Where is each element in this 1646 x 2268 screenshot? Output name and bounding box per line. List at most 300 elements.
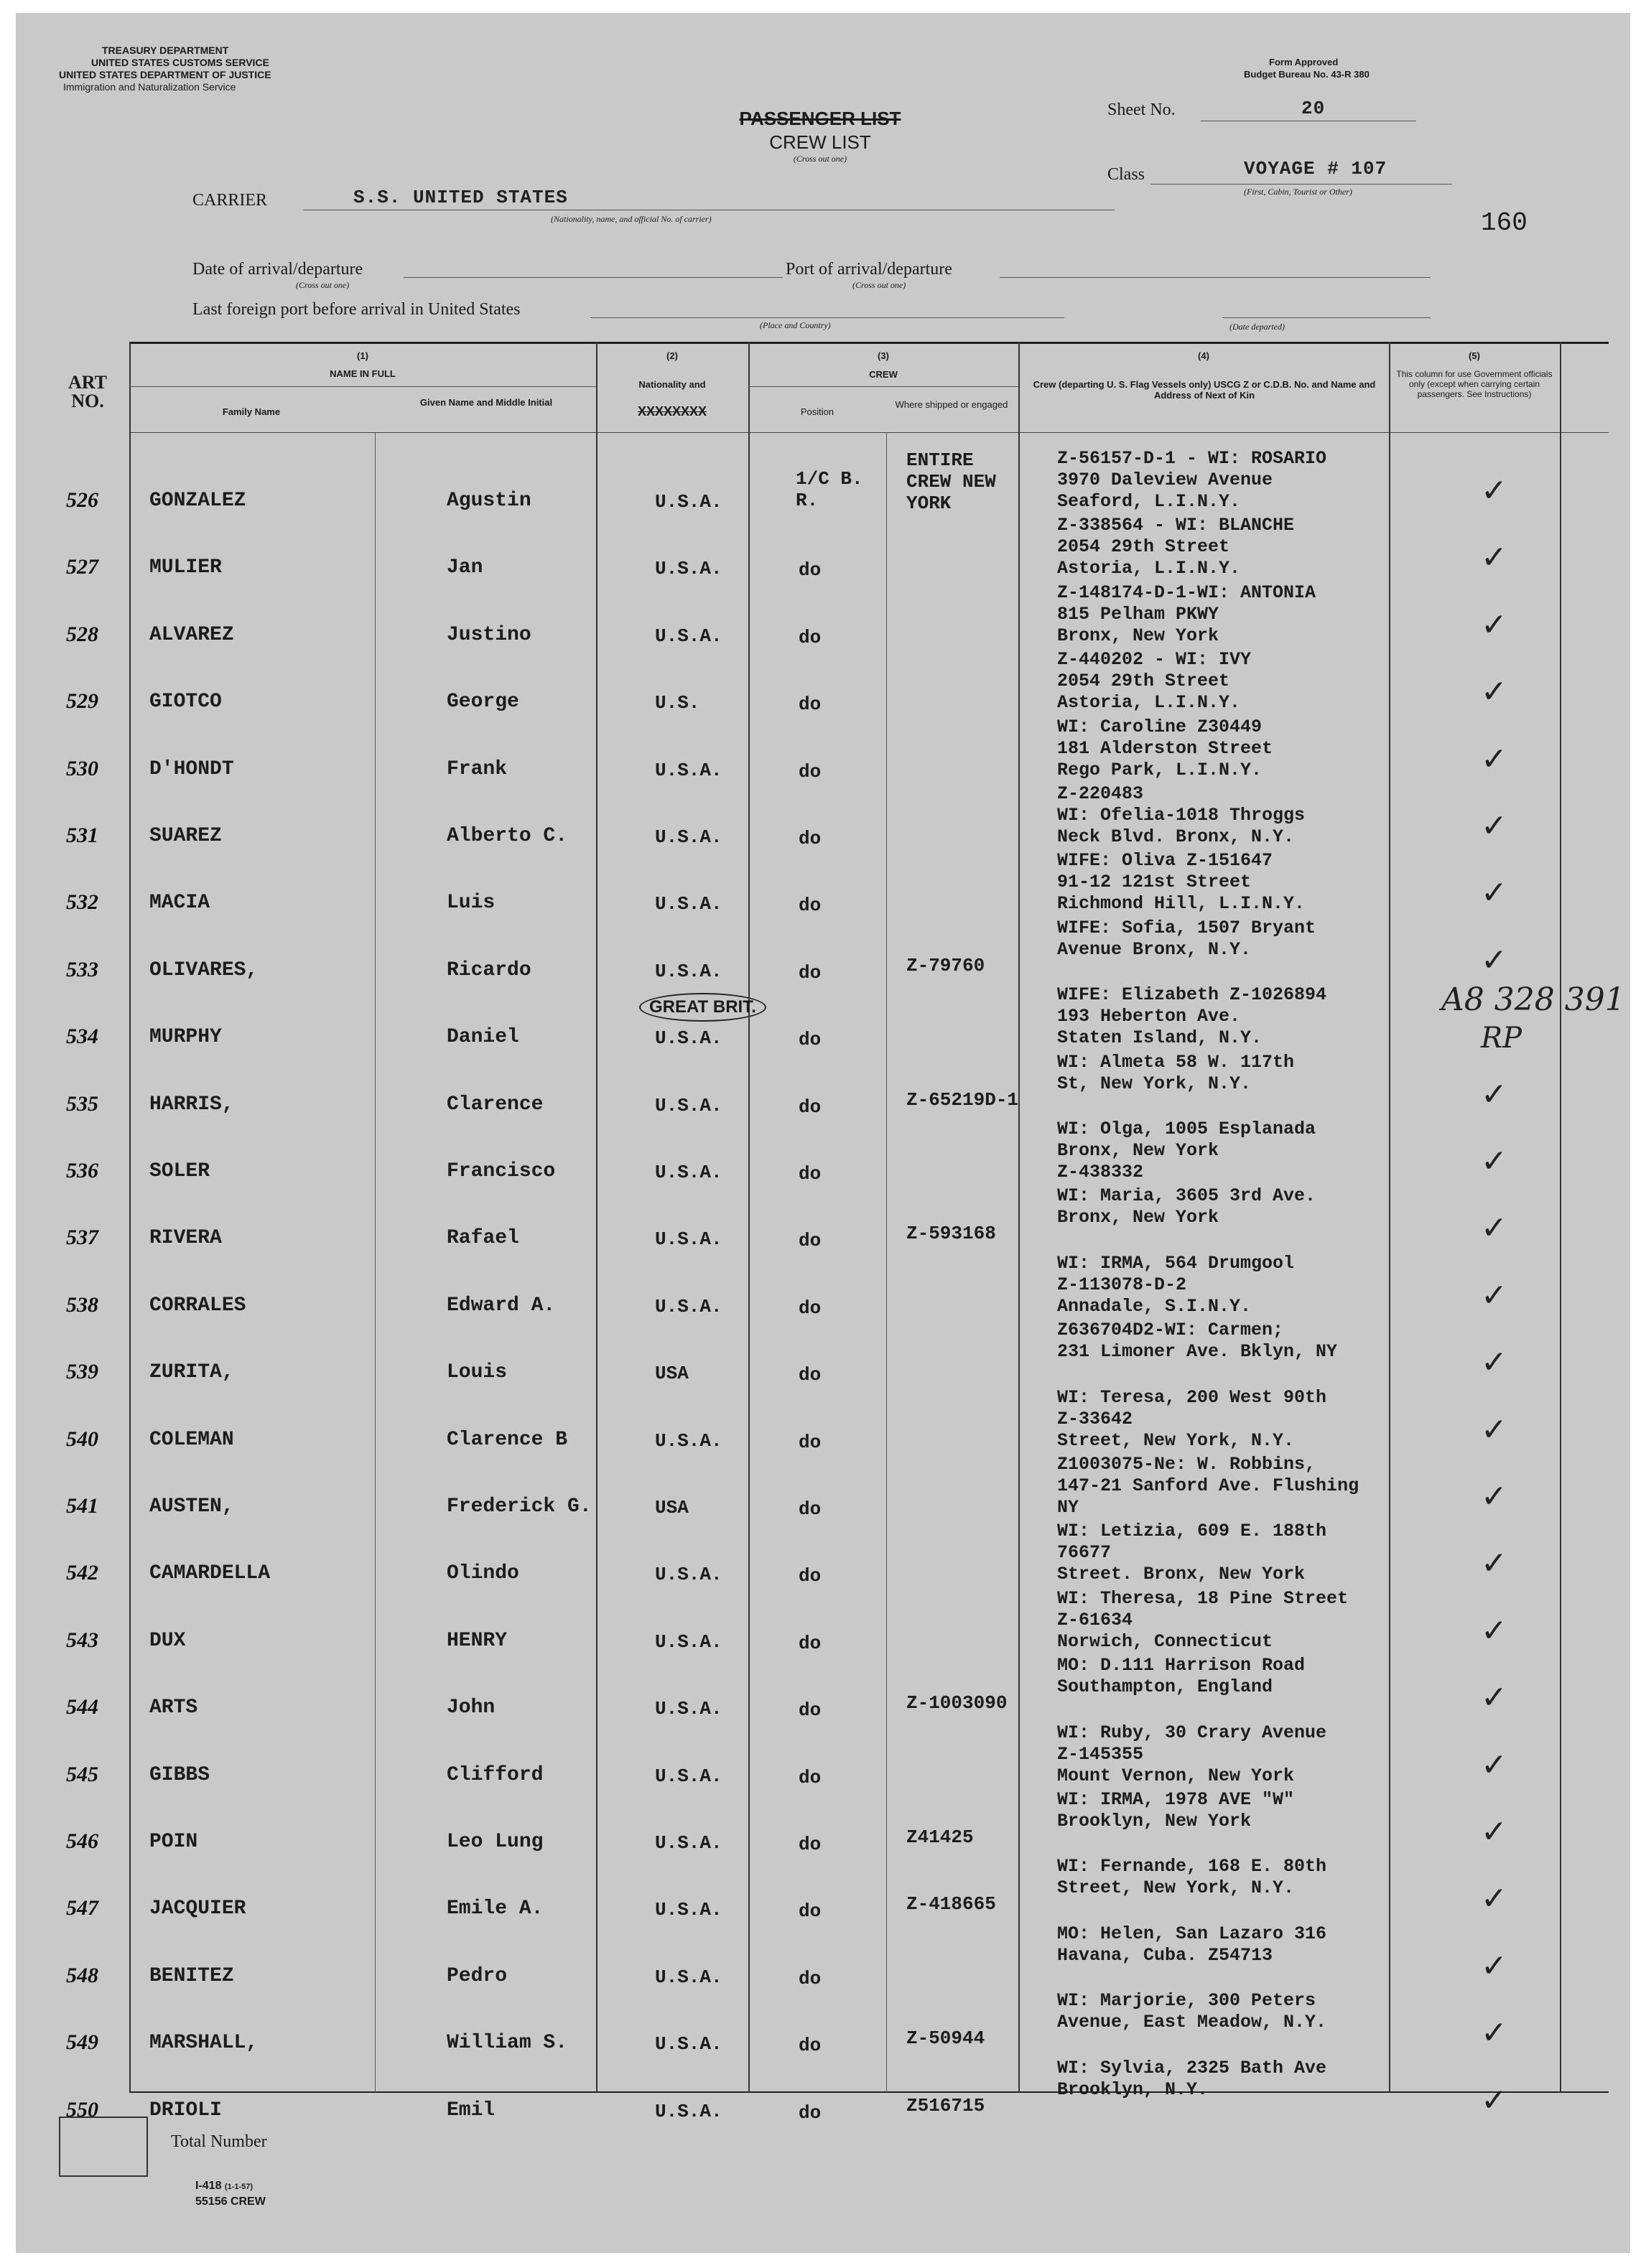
art-number: 535: [66, 1091, 98, 1116]
family-name: SUAREZ: [149, 825, 222, 847]
approval-check: ✓: [1481, 1679, 1507, 1717]
place-note: (Place and Country): [760, 320, 831, 330]
next-of-kin-line: WI: IRMA, 564 Drumgool: [1057, 1252, 1295, 1274]
table-header-rule: [129, 432, 1609, 433]
agency-line: UNITED STATES DEPARTMENT OF JUSTICE: [59, 69, 271, 80]
table-row: [16, 1320, 1630, 1406]
family-name-header: Family Name: [222, 406, 281, 417]
next-of-kin-line: Street, New York, N.Y.: [1057, 1429, 1295, 1451]
approval-check: ✓: [1481, 1612, 1507, 1649]
next-of-kin-line: Z-220483: [1057, 783, 1144, 804]
next-of-kin-line: WI: Sylvia, 2325 Bath Ave: [1057, 2057, 1327, 2078]
table-row: [16, 1923, 1630, 2010]
form-crew: 55156 CREW: [195, 2195, 266, 2208]
next-of-kin-line: Z-338564 - WI: BLANCHE: [1057, 515, 1295, 536]
last-port-label: Last foreign port before arrival in United States: [192, 300, 521, 319]
nationality: U.S.A.: [655, 1228, 722, 1251]
table-row: [16, 1521, 1630, 1607]
art-number: 526: [66, 488, 98, 512]
approval-check: ✓: [1481, 2081, 1507, 2119]
nationality: U.S.A.: [655, 558, 722, 580]
where-shipped-header: Where shipped or engaged: [895, 399, 1008, 410]
col3-title: CREW: [869, 369, 898, 380]
family-name: GIBBS: [149, 1763, 210, 1786]
table-row: [16, 515, 1630, 601]
agency-line: Immigration and Naturalization Service: [63, 81, 236, 93]
approval-check: ✓: [1481, 1411, 1507, 1448]
given-name: George: [447, 691, 519, 714]
next-of-kin-line: Brooklyn, New York: [1057, 1811, 1252, 1831]
total-label: Total Number: [171, 2132, 267, 2151]
next-of-kin-line: WI: Almeta 58 W. 117th: [1057, 1051, 1295, 1073]
given-name: Frank: [447, 757, 508, 780]
next-of-kin-line: Staten Island, N.Y.: [1057, 1027, 1263, 1049]
table-row: [16, 1587, 1630, 1674]
approval-check: ✓: [1481, 1545, 1507, 1582]
next-of-kin-line: 2054 29th Street: [1057, 536, 1230, 558]
approval-check: ✓: [1481, 1746, 1507, 1783]
art-number: 527: [66, 555, 98, 579]
nationality-correction: GREAT BRIT.: [639, 993, 766, 1022]
position: do: [799, 2101, 822, 2124]
col5-title: This column for use Government officials only (except when carrying certain passengers. See Instructions): [1396, 369, 1553, 399]
next-of-kin-line: WI: Ruby, 30 Crary Avenue: [1057, 1722, 1327, 1743]
table-row: [16, 649, 1630, 735]
next-of-kin-line: 231 Limoner Ave. Bklyn, NY: [1057, 1341, 1338, 1363]
class-value: VOYAGE # 107: [1244, 158, 1387, 179]
position: do: [799, 895, 822, 917]
next-of-kin-line: WI: IRMA, 1978 AVE "W": [1057, 1789, 1295, 1810]
form-approved-block: [1244, 56, 1370, 80]
family-name: MURPHY: [149, 1026, 222, 1049]
next-of-kin-line: 193 Heberton Ave.: [1057, 1006, 1241, 1027]
crew-list-form: [16, 13, 1630, 2253]
next-of-kin-line: WI: Teresa, 200 West 90th: [1057, 1386, 1327, 1408]
carrier-label: CARRIER: [192, 191, 268, 210]
position: do: [799, 1967, 822, 1989]
shipped-or-z-number: Z41425: [906, 1826, 974, 1848]
next-of-kin-line: Z-33642: [1057, 1408, 1133, 1429]
next-of-kin-line: Z-440202 - WI: IVY: [1057, 649, 1252, 671]
given-name: Agustin: [447, 490, 531, 512]
nationality: USA: [655, 1363, 689, 1385]
nationality: U.S.A.: [655, 1832, 722, 1854]
budget-bureau: Budget Bureau No. 43-R 380: [1244, 69, 1370, 80]
carrier-value: S.S. UNITED STATES: [353, 187, 568, 208]
nationality: U.S.A.: [655, 1295, 722, 1317]
next-of-kin-line: 76677: [1057, 1542, 1112, 1564]
next-of-kin-line: Annadale, S.I.N.Y.: [1057, 1295, 1252, 1317]
art-number: 529: [66, 689, 98, 714]
next-of-kin-line: WI: Marjorie, 300 Peters: [1057, 1990, 1316, 2012]
next-of-kin-line: WIFE: Sofia, 1507 Bryant: [1057, 917, 1316, 938]
family-name: HARRIS,: [149, 1093, 234, 1116]
class-label: Class: [1107, 165, 1145, 184]
nationality: U.S.A.: [655, 625, 722, 647]
position: do: [799, 1230, 822, 1252]
position: do: [799, 828, 822, 849]
art-number: 543: [66, 1628, 98, 1652]
col2-title: Nationality and: [638, 379, 706, 390]
nationality: U.S.A.: [655, 1564, 722, 1586]
family-name: OLIVARES,: [149, 958, 259, 981]
family-name: DRIOLI: [149, 2099, 222, 2122]
nationality: U.S.A.: [655, 1899, 722, 1921]
given-name: Olindo: [447, 1562, 519, 1585]
nationality: U.S.A.: [655, 491, 722, 513]
next-of-kin-line: WI: Ofelia-1018 Throggs: [1057, 805, 1306, 826]
position: do: [799, 1096, 822, 1118]
art-number: 547: [66, 1896, 98, 1921]
position: do: [799, 1163, 822, 1185]
next-of-kin-line: 147-21 Sanford Ave. Flushing: [1057, 1475, 1359, 1496]
next-of-kin-line: Mount Vernon, New York: [1057, 1765, 1295, 1786]
position: do: [799, 760, 822, 783]
family-name: POIN: [149, 1831, 198, 1853]
next-of-kin-line: Z-56157-D-1 - WI: ROSARIO: [1057, 448, 1327, 469]
total-box: [59, 2117, 148, 2177]
approval-check: ✓: [1481, 673, 1507, 711]
next-of-kin-line: Z-61634: [1057, 1609, 1133, 1630]
nationality: U.S.A.: [655, 1162, 722, 1183]
approval-check: ✓: [1481, 1210, 1507, 1247]
nationality: U.S.A.: [655, 1630, 722, 1653]
position: do: [799, 1364, 822, 1386]
col4-number: (4): [1198, 350, 1209, 361]
next-of-kin-line: WI: Theresa, 18 Pine Street: [1057, 1587, 1349, 1609]
family-name: GIOTCO: [149, 691, 222, 714]
col2-number: (2): [666, 350, 678, 361]
given-name: Louis: [447, 1361, 508, 1384]
approval-check: ✓: [1481, 874, 1507, 912]
approval-check: ✓: [1481, 539, 1507, 577]
art-number: 528: [66, 622, 98, 646]
title-crossed: PASSENGER LIST: [739, 108, 901, 129]
position-header: Position: [800, 406, 834, 417]
position: do: [799, 1297, 822, 1319]
next-of-kin-line: Havana, Cuba. Z54713: [1057, 1944, 1273, 1966]
art-number: 546: [66, 1829, 98, 1853]
nationality: U.S.A.: [655, 2100, 722, 2122]
given-name: Clarence: [447, 1093, 544, 1116]
given-name: Pedro: [447, 1964, 508, 1987]
sheet-label: Sheet No.: [1107, 101, 1176, 119]
next-of-kin-line: 91-12 121st Street: [1057, 872, 1252, 893]
shipped-or-z-number: ENTIRE CREW NEW YORK: [906, 449, 996, 514]
next-of-kin-line: 2054 29th Street: [1057, 671, 1230, 692]
next-of-kin-line: Astoria, L.I.N.Y.: [1057, 558, 1241, 579]
position: do: [799, 961, 822, 984]
cross-out-note: (Cross out one): [793, 154, 847, 164]
next-of-kin-line: WI: Letizia, 609 E. 188th: [1057, 1521, 1327, 1542]
art-number: 545: [66, 1762, 98, 1786]
table-row: [16, 1655, 1630, 1741]
table-row: [16, 1722, 1630, 1809]
shipped-or-z-number: Z-1003090: [906, 1692, 1008, 1714]
form-date: (1-1-57): [224, 2183, 254, 2191]
nationality: U.S.A.: [655, 826, 722, 848]
next-of-kin-line: Avenue, East Meadow, N.Y.: [1057, 2012, 1327, 2033]
given-name: John: [447, 1697, 496, 1719]
next-of-kin-line: Avenue Bronx, N.Y.: [1057, 938, 1252, 960]
art-number: 542: [66, 1561, 98, 1585]
given-name-header: Given Name and Middle Initial: [419, 397, 553, 408]
table-row: [16, 917, 1630, 1004]
approval-check: ✓: [1481, 1814, 1507, 1850]
given-name: Francisco: [447, 1160, 556, 1182]
handwritten-alien-number: A8 328 391: [1441, 981, 1625, 1019]
next-of-kin-line: Richmond Hill, L.I.N.Y.: [1057, 893, 1306, 915]
next-of-kin-line: Rego Park, L.I.N.Y.: [1057, 759, 1263, 780]
family-name: JACQUIER: [149, 1898, 246, 1921]
table-row: [16, 1051, 1630, 1138]
next-of-kin-line: WI: Fernande, 168 E. 80th: [1057, 1856, 1327, 1877]
family-name: D'HONDT: [149, 757, 234, 780]
approval-check: ✓: [1481, 2015, 1507, 2052]
nationality: U.S.A.: [655, 1765, 722, 1787]
given-name: Justino: [447, 623, 531, 646]
table-top-rule: [129, 342, 1609, 344]
position: do: [799, 694, 822, 716]
next-of-kin-line: WIFE: Elizabeth Z-1026894: [1057, 984, 1327, 1006]
nationality: U.S.A.: [655, 1027, 722, 1050]
col1-number: (1): [357, 350, 368, 361]
family-name: MACIA: [149, 892, 210, 915]
port-label: Port of arrival/departure: [786, 260, 952, 279]
approval-check: ✓: [1481, 472, 1507, 509]
table-row: [16, 716, 1630, 803]
table-row: [16, 582, 1630, 668]
sheet-number: 20: [1301, 98, 1326, 119]
family-name: BENITEZ: [149, 1964, 234, 1987]
art-number: 536: [66, 1159, 98, 1182]
given-name: Emil: [447, 2099, 496, 2122]
approval-check: ✓: [1481, 1143, 1507, 1180]
col3-number: (3): [878, 350, 889, 361]
given-name: Rafael: [447, 1227, 519, 1250]
family-name: DUX: [149, 1629, 186, 1652]
col5-number: (5): [1469, 350, 1480, 361]
shipped-or-z-number: Z-50944: [906, 2027, 985, 2050]
next-of-kin-line: Bronx, New York: [1057, 1140, 1219, 1161]
carrier-note: (Nationality, name, and official No. of carrier): [551, 214, 712, 224]
date-note: (Cross out one): [296, 280, 350, 290]
table-row: [16, 1990, 1630, 2076]
nationality: U.S.A.: [655, 759, 722, 781]
shipped-or-z-number: Z-65219D-1: [906, 1088, 1019, 1111]
class-note: (First, Cabin, Tourist or Other): [1244, 187, 1352, 197]
approval-check: ✓: [1481, 1277, 1507, 1314]
position: do: [799, 1498, 822, 1520]
art-number: 549: [66, 2030, 98, 2055]
approval-check: ✓: [1481, 1880, 1507, 1918]
next-of-kin-line: WI: Olga, 1005 Esplanada: [1057, 1119, 1316, 1139]
title: CREW LIST: [769, 131, 871, 153]
family-name: CORRALES: [149, 1294, 246, 1317]
next-of-kin-line: Brooklyn, N.Y.: [1057, 2078, 1209, 2100]
nationality: U.S.A.: [655, 2033, 722, 2055]
given-name: Clifford: [447, 1763, 544, 1786]
next-of-kin-line: Norwich, Connecticut: [1057, 1630, 1273, 1652]
page-number: 160: [1481, 208, 1528, 238]
next-of-kin-line: Astoria, L.I.N.Y.: [1057, 692, 1241, 714]
art-number: 541: [66, 1494, 98, 1518]
date-departed-note: (Date departed): [1229, 322, 1285, 332]
shipped-or-z-number: Z-418665: [906, 1893, 996, 1915]
next-of-kin-line: 181 Alderston Street: [1057, 737, 1273, 759]
next-of-kin-line: Z-145355: [1057, 1743, 1144, 1765]
next-of-kin-line: NY: [1057, 1497, 1079, 1518]
col4-title: Crew (departing U. S. Flag Vessels only) USCG Z or C.D.B. No. and Name and Address of Next of Kin: [1033, 379, 1376, 401]
next-of-kin-line: Street, New York, N.Y.: [1057, 1877, 1295, 1899]
port-note: (Cross out one): [852, 280, 906, 290]
table-row: [16, 850, 1630, 936]
art-number: 531: [66, 823, 98, 847]
next-of-kin-line: Z-148174-D-1-WI: ANTONIA: [1057, 582, 1316, 603]
next-of-kin-line: MO: D.111 Harrison Road: [1057, 1655, 1306, 1676]
given-name: Jan: [447, 556, 483, 579]
nationality: U.S.A.: [655, 1698, 722, 1720]
form-id: [195, 2180, 253, 2193]
approval-check: ✓: [1481, 1075, 1507, 1113]
family-name: COLEMAN: [149, 1428, 234, 1451]
next-of-kin-line: Southampton, England: [1057, 1676, 1273, 1698]
given-name: Daniel: [447, 1026, 519, 1049]
position: do: [799, 1565, 822, 1587]
given-name: Alberto C.: [447, 825, 568, 847]
art-number: 538: [66, 1292, 98, 1317]
nationality: USA: [655, 1497, 689, 1518]
next-of-kin-line: St, New York, N.Y.: [1057, 1073, 1252, 1094]
position: do: [799, 2035, 822, 2057]
table-row: [16, 783, 1630, 869]
agency-line: TREASURY DEPARTMENT: [102, 45, 229, 56]
art-number: 544: [66, 1695, 98, 1719]
approval-check: ✓: [1481, 808, 1507, 844]
table-row: [16, 1386, 1630, 1473]
family-name: GONZALEZ: [149, 490, 246, 512]
nationality: U.S.A.: [655, 893, 722, 915]
family-name: ALVAREZ: [149, 623, 234, 646]
position: do: [799, 626, 822, 648]
next-of-kin-line: WI: Caroline Z30449: [1057, 716, 1263, 737]
next-of-kin-line: Neck Blvd. Bronx, N.Y.: [1057, 826, 1295, 847]
art-number: 537: [66, 1226, 98, 1250]
given-name: HENRY: [447, 1629, 508, 1652]
art-number: 540: [66, 1427, 98, 1451]
approval-check: ✓: [1481, 941, 1507, 979]
nationality: U.S.A.: [655, 960, 722, 982]
form-number: I-418: [195, 2180, 222, 2192]
next-of-kin-line: Z636704D2-WI: Carmen;: [1057, 1320, 1284, 1341]
col1-title: NAME IN FULL: [330, 368, 396, 379]
next-of-kin-line: Bronx, New York: [1057, 625, 1219, 646]
art-number: 539: [66, 1360, 98, 1384]
position: do: [799, 1431, 822, 1453]
family-name: RIVERA: [149, 1227, 222, 1250]
family-name: MULIER: [149, 556, 222, 579]
given-name: Emile A.: [447, 1898, 544, 1921]
agency-line: UNITED STATES CUSTOMS SERVICE: [91, 57, 269, 68]
art-number: 550: [66, 2097, 98, 2122]
position: do: [799, 1900, 822, 1923]
next-of-kin-line: 815 Pelham PKWY: [1057, 603, 1219, 625]
table-row: [16, 981, 1630, 1070]
shipped-or-z-number: Z516715: [906, 2094, 985, 2117]
position: do: [799, 1029, 822, 1051]
art-number: 548: [66, 1963, 98, 1987]
date-label: Date of arrival/departure: [192, 260, 363, 279]
nationality: U.S.A.: [655, 1094, 722, 1116]
approval-check: ✓: [1481, 740, 1507, 778]
next-of-kin-line: Z-113078-D-2: [1057, 1274, 1187, 1295]
approval-check: ✓: [1481, 1478, 1507, 1515]
family-name: SOLER: [149, 1160, 210, 1182]
given-name: Clarence B: [447, 1428, 568, 1451]
given-name: Edward A.: [447, 1294, 556, 1317]
given-name: Ricardo: [447, 958, 531, 981]
table-row: [16, 1856, 1630, 1942]
col2-crossed: XXXXXXXX: [637, 404, 707, 419]
next-of-kin-line: Z1003075-Ne: W. Robbins,: [1057, 1454, 1316, 1475]
form-approved: Form Approved: [1269, 57, 1339, 67]
position: do: [799, 1834, 822, 1855]
family-name: AUSTEN,: [149, 1495, 234, 1518]
table-row: [16, 1252, 1630, 1339]
approval-note: RP: [1481, 1022, 1522, 1055]
position: do: [799, 1699, 822, 1722]
family-name: ARTS: [149, 1697, 198, 1719]
given-name: William S.: [447, 2032, 568, 2055]
family-name: CAMARDELLA: [149, 1562, 271, 1585]
position: do: [799, 559, 822, 582]
approval-check: ✓: [1481, 1947, 1507, 1984]
given-name: Frederick G.: [447, 1495, 592, 1518]
shipped-or-z-number: Z-79760: [906, 954, 985, 976]
shipped-or-z-number: Z-593168: [906, 1223, 996, 1245]
next-of-kin-line: WI: Maria, 3605 3rd Ave.: [1057, 1185, 1316, 1207]
position: do: [799, 1766, 822, 1788]
next-of-kin-line: MO: Helen, San Lazaro 316: [1057, 1923, 1327, 1944]
next-of-kin-line: 3970 Daleview Avenue: [1057, 470, 1273, 490]
family-name: MARSHALL,: [149, 2032, 259, 2055]
approval-check: ✓: [1481, 606, 1507, 643]
art-number: 532: [66, 890, 98, 915]
table-row: [16, 1119, 1630, 1205]
approval-check: ✓: [1481, 1344, 1507, 1381]
table-row: [16, 1185, 1630, 1271]
art-number: 533: [66, 957, 98, 981]
nationality: U.S.A.: [655, 1966, 722, 1988]
next-of-kin-line: Bronx, New York: [1057, 1207, 1219, 1228]
art-no-header: ART NO.: [68, 372, 107, 411]
position: do: [799, 1632, 822, 1654]
agency-block: [59, 45, 271, 93]
given-name: Leo Lung: [447, 1831, 544, 1853]
family-name: ZURITA,: [149, 1361, 234, 1384]
position: 1/C B. R.: [796, 468, 863, 511]
table-row: [16, 1789, 1630, 1875]
art-number: 530: [66, 756, 98, 780]
title-block: [734, 108, 906, 164]
next-of-kin-line: Street. Bronx, New York: [1057, 1564, 1306, 1585]
next-of-kin-line: WIFE: Oliva Z-151647: [1057, 850, 1273, 872]
next-of-kin-line: Seaford, L.I.N.Y.: [1057, 491, 1241, 512]
art-number: 534: [66, 1025, 98, 1049]
next-of-kin-line: Z-438332: [1057, 1162, 1144, 1182]
given-name: Luis: [447, 892, 496, 915]
table-row: [16, 448, 1630, 534]
